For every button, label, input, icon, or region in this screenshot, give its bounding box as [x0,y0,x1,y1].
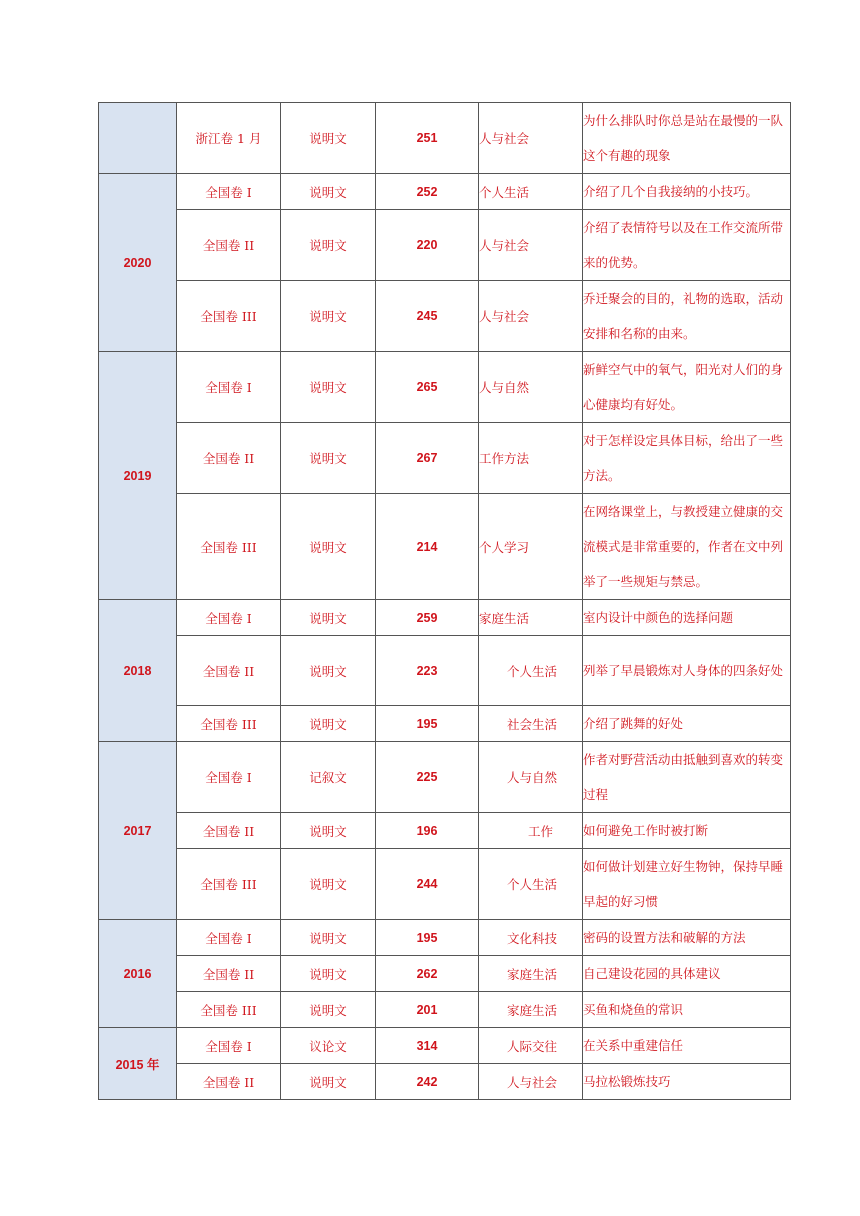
paper-cell: 全国卷 III [177,706,281,742]
genre-cell: 议论文 [281,1028,376,1064]
table-row [99,706,791,742]
topic-cell: 人与社会 [479,281,583,352]
description-cell: 列举了早晨锻炼对人身体的四条好处 [583,636,791,706]
genre-cell: 记叙文 [281,742,376,813]
table-row [99,1028,791,1064]
table-row [99,920,791,956]
table-row [99,281,791,352]
genre-cell: 说明文 [281,423,376,494]
description-cell: 如何做计划建立好生物钟，保持早睡早起的好习惯 [583,849,791,920]
year-cell: 2018 [99,600,177,742]
description-cell: 密码的设置方法和破解的方法 [583,920,791,956]
word-count-cell: 251 [376,103,479,174]
year-cell [99,103,177,174]
genre-cell: 说明文 [281,1064,376,1100]
table-row [99,992,791,1028]
genre-cell: 说明文 [281,920,376,956]
description-cell: 马拉松锻炼技巧 [583,1064,791,1100]
topic-cell: 人际交往 [479,1028,583,1064]
genre-cell: 说明文 [281,281,376,352]
table-row [99,174,791,210]
genre-cell: 说明文 [281,813,376,849]
topic-cell: 文化科技 [479,920,583,956]
paper-cell: 全国卷 II [177,423,281,494]
genre-cell: 说明文 [281,706,376,742]
genre-cell: 说明文 [281,600,376,636]
year-cell: 2015 年 [99,1028,177,1100]
paper-cell: 全国卷 II [177,1064,281,1100]
description-cell: 介绍了几个自我接纳的小技巧。 [583,174,791,210]
topic-cell: 家庭生活 [479,956,583,992]
topic-cell: 社会生活 [479,706,583,742]
description-cell: 买鱼和烧鱼的常识 [583,992,791,1028]
topic-cell: 工作 [479,813,583,849]
genre-cell: 说明文 [281,352,376,423]
paper-cell: 全国卷 III [177,494,281,600]
topic-cell: 个人生活 [479,849,583,920]
description-cell: 如何避免工作时被打断 [583,813,791,849]
table-row [99,742,791,813]
word-count-cell: 267 [376,423,479,494]
word-count-cell: 262 [376,956,479,992]
description-cell: 介绍了表情符号以及在工作交流所带来的优势。 [583,210,791,281]
paper-cell: 全国卷 I [177,1028,281,1064]
paper-cell: 全国卷 II [177,956,281,992]
year-cell: 2019 [99,352,177,600]
word-count-cell: 196 [376,813,479,849]
topic-cell: 人与社会 [479,103,583,174]
word-count-cell: 259 [376,600,479,636]
word-count-cell: 214 [376,494,479,600]
topic-cell: 个人生活 [479,636,583,706]
word-count-cell: 314 [376,1028,479,1064]
topic-cell: 个人生活 [479,174,583,210]
table-row [99,423,791,494]
description-cell: 乔迁聚会的目的，礼物的选取，活动安排和名称的由来。 [583,281,791,352]
topic-cell: 家庭生活 [479,992,583,1028]
table-row [99,210,791,281]
genre-cell: 说明文 [281,956,376,992]
table-row [99,813,791,849]
genre-cell: 说明文 [281,494,376,600]
word-count-cell: 195 [376,920,479,956]
table-row [99,352,791,423]
description-cell: 介绍了跳舞的好处 [583,706,791,742]
year-cell: 2020 [99,174,177,352]
description-cell: 室内设计中颜色的选择问题 [583,600,791,636]
word-count-cell: 242 [376,1064,479,1100]
paper-cell: 浙江卷 1 月 [177,103,281,174]
word-count-cell: 244 [376,849,479,920]
word-count-cell: 201 [376,992,479,1028]
table-row [99,849,791,920]
table-row [99,1064,791,1100]
genre-cell: 说明文 [281,103,376,174]
year-cell: 2017 [99,742,177,920]
word-count-cell: 220 [376,210,479,281]
table-row [99,103,791,174]
word-count-cell: 225 [376,742,479,813]
word-count-cell: 265 [376,352,479,423]
paper-cell: 全国卷 III [177,849,281,920]
genre-cell: 说明文 [281,849,376,920]
description-cell: 新鲜空气中的氧气，阳光对人们的身心健康均有好处。 [583,352,791,423]
paper-cell: 全国卷 I [177,600,281,636]
table-row [99,494,791,600]
paper-cell: 全国卷 III [177,281,281,352]
year-cell: 2016 [99,920,177,1028]
paper-cell: 全国卷 I [177,352,281,423]
paper-cell: 全国卷 I [177,920,281,956]
word-count-cell: 245 [376,281,479,352]
paper-cell: 全国卷 I [177,742,281,813]
word-count-cell: 195 [376,706,479,742]
description-cell: 为什么排队时你总是站在最慢的一队这个有趣的现象 [583,103,791,174]
paper-cell: 全国卷 II [177,636,281,706]
topic-cell: 工作方法 [479,423,583,494]
paper-cell: 全国卷 I [177,174,281,210]
description-cell: 作者对野营活动由抵触到喜欢的转变过程 [583,742,791,813]
table-body [99,103,791,1100]
description-cell: 在网络课堂上，与教授建立健康的交流模式是非常重要的，作者在文中列举了一些规矩与禁忌。 [583,494,791,600]
description-cell: 在关系中重建信任 [583,1028,791,1064]
topic-cell: 人与自然 [479,352,583,423]
paper-cell: 全国卷 II [177,813,281,849]
table-row [99,956,791,992]
genre-cell: 说明文 [281,174,376,210]
paper-cell: 全国卷 III [177,992,281,1028]
topic-cell: 家庭生活 [479,600,583,636]
exam-reading-table [98,102,791,1100]
table-row [99,600,791,636]
genre-cell: 说明文 [281,992,376,1028]
genre-cell: 说明文 [281,636,376,706]
table-row [99,636,791,706]
word-count-cell: 252 [376,174,479,210]
genre-cell: 说明文 [281,210,376,281]
topic-cell: 个人学习 [479,494,583,600]
word-count-cell: 223 [376,636,479,706]
topic-cell: 人与社会 [479,1064,583,1100]
description-cell: 对于怎样设定具体目标，给出了一些方法。 [583,423,791,494]
description-cell: 自己建设花园的具体建议 [583,956,791,992]
topic-cell: 人与自然 [479,742,583,813]
paper-cell: 全国卷 II [177,210,281,281]
topic-cell: 人与社会 [479,210,583,281]
